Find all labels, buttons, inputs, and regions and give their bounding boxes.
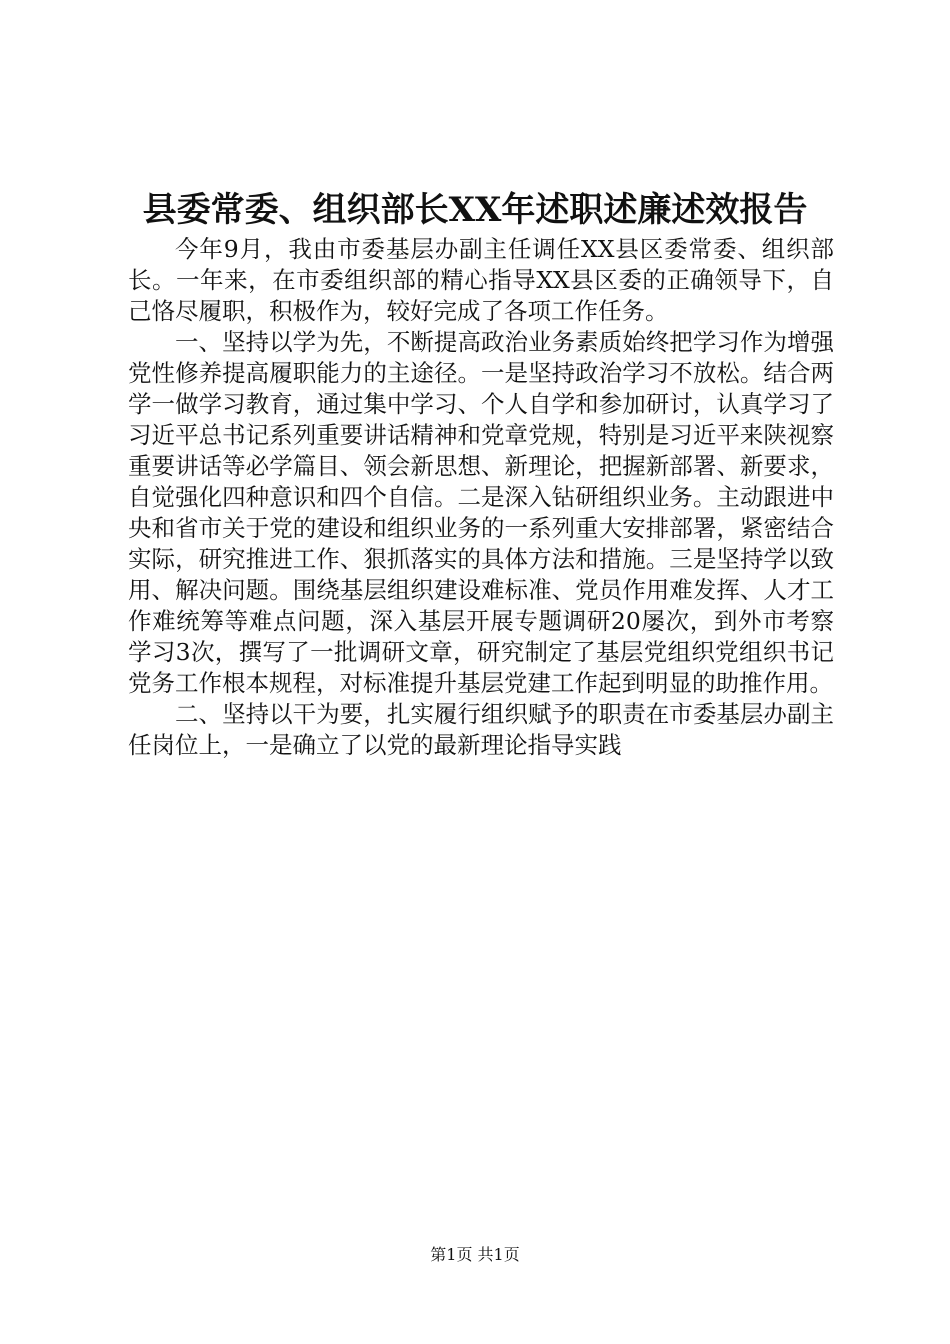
document-body: [128, 234, 834, 761]
paragraph-section-2: 二、坚持以干为要，扎实履行组织赋予的职责在市委基层办副主任岗位上，一是确立了以党的最新理论指导实践: [128, 700, 834, 759]
paragraph-intro: 今年9月，我由市委基层办副主任调任XX县区委常委、组织部长。一年来，在市委组织部的精心指导XX县区委的正确领导下，自己恪尽履职，积极作为，较好完成了各项工作任务。: [128, 235, 834, 325]
paragraph-section-1: 一、坚持以学为先，不断提高政治业务素质始终把学习作为增强党性修养提高履职能力的主途径。一是坚持政治学习不放松。结合两学一做学习教育，通过集中学习、个人自学和参加研讨，认真学习了习近平总书记系列重要讲话精神和党章党规，特别是习近平来陕视察重要讲话等必学篇目、领会新思想、新理论，把握新部署、新要求，自觉强化四种意识和四个自信。二是深入钻研组织业务。主动跟进中央和省市关于党的建设和组织业务的一系列重大安排部署，紧密结合实际，研究推进工作、狠抓落实的具体方法和措施。三是坚持学以致用、解决问题。围绕基层组织建设难标准、党员作用难发挥、人才工作难统筹等难点问题，深入基层开展专题调研20屡次，到外市考察学习3次，撰写了一批调研文章，研究制定了基层党组织党组织书记党务工作根本规程，对标准提升基层党建工作起到明显的助推作用。: [128, 328, 834, 697]
page-number-footer: 第1页 共1页: [430, 1245, 520, 1264]
document-title: 县委常委、组织部长XX年述职述廉述效报告: [142, 190, 808, 230]
